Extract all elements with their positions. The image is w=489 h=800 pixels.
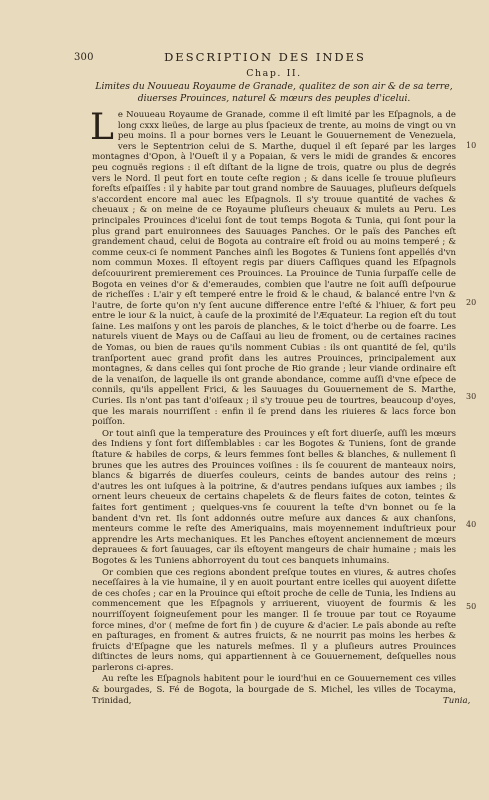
page-number: 300: [74, 52, 94, 63]
paragraph-2: Or tout ainſi que la temperature des Prouinces y eſt fort diuerſe, auſſi les mœurs des Indiens y ſont fort diſſemblables : car les Bogotes & Tuniens, ſont de grande ſtature & habiles de corps, & leurs femmes ſont belles & blanches, & nullement ſi brunes que les autres des Prouinces voiſines : ils ſe couurent de manteaux noirs, blancs & bigarrés de diuerſes couleurs, ceints de bandes autour des reins ; d'autres les ont iuſques à la poitrine, & d'autres pendans iuſques aux iambes ; ils ornent leurs cheueux de certains chapelets & de fleurs faites de coton, teintes & faites fort gentiment ; quelques-vns ſe couurent la teſte d'vn bonnet ou ſe la bandent d'vn ret. Ils ſont addonnés outre meſure aux dances & aux chanſons, menteurs comme le reſte des Ameriquains, mais moyennement induſtrieux pour apprendre les Arts mechaniques. Et les Panches eſtoyent anciennement de mœurs deprauees & fort ſauuages, car ils eſtoyent mangeurs de chair humaine ; mais les Bogotes & les Tuniens abhorroyent du tout ces banquets inhumains.: [92, 428, 456, 566]
margin-line-number: 50: [466, 602, 477, 611]
page-header: [74, 52, 456, 68]
catchword: Tunia,: [443, 696, 471, 706]
paragraph-1: Le Nouueau Royaume de Granade, comme il eſt limité par les Eſpagnols, a de long cxxx lieües, de large au plus ſpacieux de trente, au moins de vingt ou vn peu moins. Il a pour bornes vers le Leuant le Gouuernement de Venezuela, vers le Septentrion celui de S. Marthe, duquel il eſt ſeparé par les larges montagnes d'Opon, à l'Oueſt il y a Popaian, & vers le midi de grandes & encores peu cognuës regions : il eſt diſtant de la ligne de trois, quatre ou plus de degrés vers le Nord. Il peut fort en toute ceſte region ; & dans icelle ſe trouue pluſieurs foreſts eſpaiſſes : il y habite par tout grand nombre de Sauuages, pluſieurs deſquels s'accordent encore mal auec les Eſpagnols. Il s'y trouue quantité de vaches & cheuaux ; & on meine de ce Royaume pluſieurs cheuaux & mulets au Peru. Les principales Prouinces d'icelui ſont de tout temps Bogota & Tunia, qui ſont pour la plus grand part enuironnees des Sauuages Panches. Or le païs des Panches eſt grandement chaud, celui de Bogota au contraire eſt froid ou au moins temperé ; & comme ceux-ci ſe nomment Panches ainſi les Bogotes & Tuniens ſont appellés d'vn nom commun Moxes. Il eſtoyent regis par diuers Caſſiques quand les Eſpagnols deſcouurirent premierement ces Prouinces. La Prouince de Tunia ſurpaſſe celle de Bogota en veines d'or & d'emeraudes, combien que l'autre ne ſoit auſſi deſpourue de richeſſes : L'air y eſt temperé entre le froid & le chaud, & balancé entre l'vn & l'autre, de ſorte qu'on n'y ſent aucune difference entre l'eſté & l'hiuer, & fort peu entre le iour & la nuict, à cauſe de la proximité de l'Æquateur. La region eſt du tout ſaine. Les maiſons y ont les parois de planches, & le toict d'herbe ou de foarre. Les naturels viuent de Mays ou de Caſſaui au lieu de froment, ou de certaines racines de Yomas, ou bien de raues qu'ils nomment Cubias : ils ont quantité de ſel, qu'ils tranſportent auec grand profit dans les autres Prouinces, principalement aux montagnes, & dans celles qui ſont proche de Rio grande ; leur viande ordinaire eſt de la venaiſon, de laquelle ils ont grande abondance, comme auſſi d'vne eſpece de connils, qu'ils appellent Frici, & les Sauuages du Gouuernement de S. Marthe, Curies. Ils n'ont pas tant d'oiſeaux ; il s'y trouue peu de tourtres, beaucoup d'oyes, que les marais nourriſſent : enfin il ſe prend dans les riuieres & lacs force bon poiſſon.: [90, 107, 456, 428]
margin-line-number: 40: [466, 520, 477, 529]
margin-line-number: 10: [466, 141, 477, 150]
paragraph-3: Or combien que ces regions abondent preſque toutes en viures, & autres choſes neceſſaires à la vie humaine, il y en auoit pourtant entre icelles qui auoyent diſette de ces choſes ; car en la Prouince qui eſtoit proche de celle de Tunia, les Indiens au commencement que les Eſpagnols y arriuerent, viuoyent de fourmis & les nourriſſoyent ſoigneuſement pour les manger. Il ſe trouue par tout ce Royaume force mines, d'or ( meſme de fort fin ) de cuyure & d'acier. Le païs abonde au reſte en paſturages, en froment & autres fruicts, & ne nourrit pas moins les herbes & fruicts d'Eſpagne que les naturels meſmes. Il y a pluſieurs autres Prouinces diſtinctes de leurs noms, qui appartiennent à ce Gouuernement, deſquelles nous parlerons ci-apres.: [92, 567, 456, 673]
drop-cap: L: [90, 107, 114, 148]
margin-line-number: 30: [466, 392, 477, 401]
margin-line-number: 20: [466, 298, 477, 307]
running-head: DESCRIPTION DES INDES: [164, 50, 366, 64]
body-text: [90, 107, 456, 706]
paragraph-4: Au reſte les Eſpagnols habitent pour le iourd'hui en ce Gouuernement ces villes & bourgades, S. Fé de Bogota, la bourgade de S. Michel, les villes de Tocayma, Trinidad,: [92, 674, 456, 706]
chapter-summary: Limites du Nouueau Royaume de Granade, qualitez de son air & de sa terre, diuerses Prouinces, naturel & mœurs des peuples d'icelui.: [95, 81, 453, 104]
chapter-heading: Chap. II.: [246, 68, 302, 79]
